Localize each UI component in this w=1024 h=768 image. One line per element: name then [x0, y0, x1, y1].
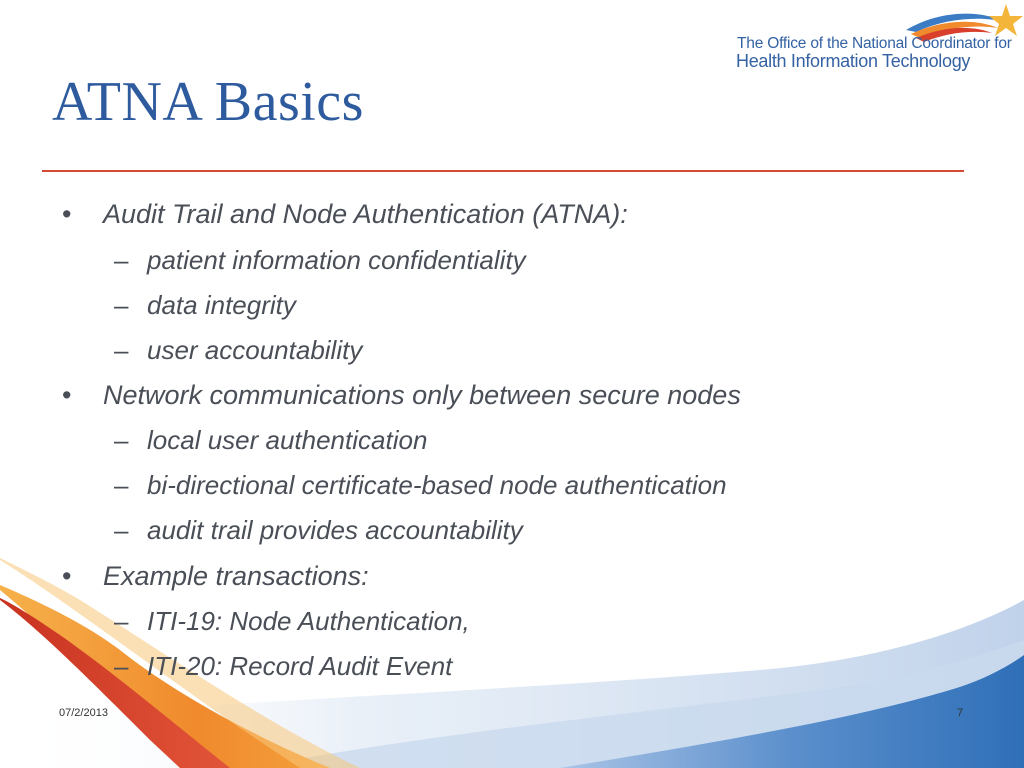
- bullet-item: [62, 561, 369, 592]
- sub-bullet-text: user accountability: [147, 335, 363, 365]
- sub-bullet-item: [114, 515, 523, 546]
- sub-bullet-item: [114, 425, 427, 456]
- sub-bullet-text: audit trail provides accountability: [147, 515, 523, 545]
- sub-bullet-item: [114, 470, 727, 501]
- bullet-marker: •: [62, 199, 72, 229]
- slide-title: ATNA Basics: [52, 71, 364, 133]
- footer-date: 07/2/2013: [59, 707, 108, 719]
- bullet-item: [62, 199, 628, 230]
- bullet-marker: •: [62, 561, 72, 591]
- dash-marker: –: [114, 245, 129, 275]
- sub-bullet-text: local user authentication: [147, 425, 428, 455]
- dash-marker: –: [114, 606, 129, 636]
- sub-bullet-text: data integrity: [147, 290, 296, 320]
- sub-bullet-item: [114, 606, 470, 637]
- bullet-item: [62, 380, 741, 411]
- logo-line-1: The Office of the National Coordinator for: [737, 35, 1012, 52]
- sub-bullet-text: ITI-19: Node Authentication,: [147, 606, 470, 636]
- sub-bullet-item: [114, 290, 296, 321]
- bullet-text: Audit Trail and Node Authentication (ATNA):: [103, 199, 628, 229]
- bullet-text: Example transactions:: [103, 561, 369, 591]
- sub-bullet-text: patient information confidentiality: [147, 245, 526, 275]
- dash-marker: –: [114, 470, 129, 500]
- logo-line-2: Health Information Technology: [736, 51, 971, 71]
- slide-number: 7: [957, 707, 964, 719]
- sub-bullet-item: [114, 245, 526, 276]
- dash-marker: –: [114, 425, 129, 455]
- dash-marker: –: [114, 290, 129, 320]
- bullet-text: Network communications only between secure nodes: [103, 380, 741, 410]
- bullet-marker: •: [62, 380, 72, 410]
- dash-marker: –: [114, 651, 129, 681]
- sub-bullet-item: [114, 335, 362, 366]
- dash-marker: –: [114, 515, 129, 545]
- sub-bullet-text: bi-directional certificate-based node authentication: [147, 470, 727, 500]
- sub-bullet-item: [114, 651, 452, 682]
- sub-bullet-text: ITI-20: Record Audit Event: [147, 651, 453, 681]
- dash-marker: –: [114, 335, 129, 365]
